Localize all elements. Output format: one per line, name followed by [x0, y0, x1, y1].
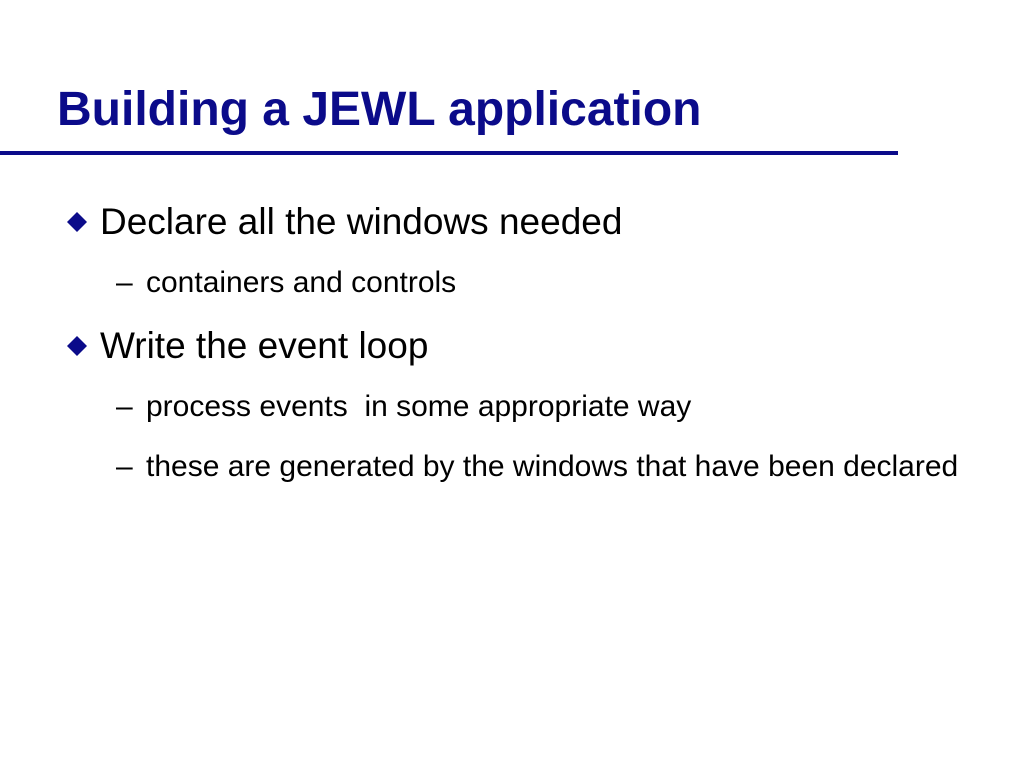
sub-bullet-text: these are generated by the windows that have been declared — [146, 450, 959, 483]
slide-title: Building a JEWL application — [57, 83, 702, 136]
sub-bullet-text: containers and controls — [146, 266, 457, 299]
dash-marker: – — [116, 450, 133, 483]
bullet-item — [66, 200, 622, 244]
diamond-bullet-icon — [66, 211, 88, 233]
dash-marker: – — [116, 266, 133, 299]
bullet-text: Declare all the windows needed — [100, 201, 623, 242]
bullet-text: Write the event loop — [100, 325, 429, 366]
bullet-item — [66, 324, 428, 368]
sub-bullet-item — [116, 262, 456, 304]
sub-bullet-item — [116, 446, 986, 488]
diamond-bullet-icon — [66, 335, 88, 357]
sub-bullet-text: process events in some appropriate way — [146, 390, 692, 423]
title-underline — [0, 151, 898, 155]
sub-bullet-item — [116, 386, 691, 428]
dash-marker: – — [116, 390, 133, 423]
